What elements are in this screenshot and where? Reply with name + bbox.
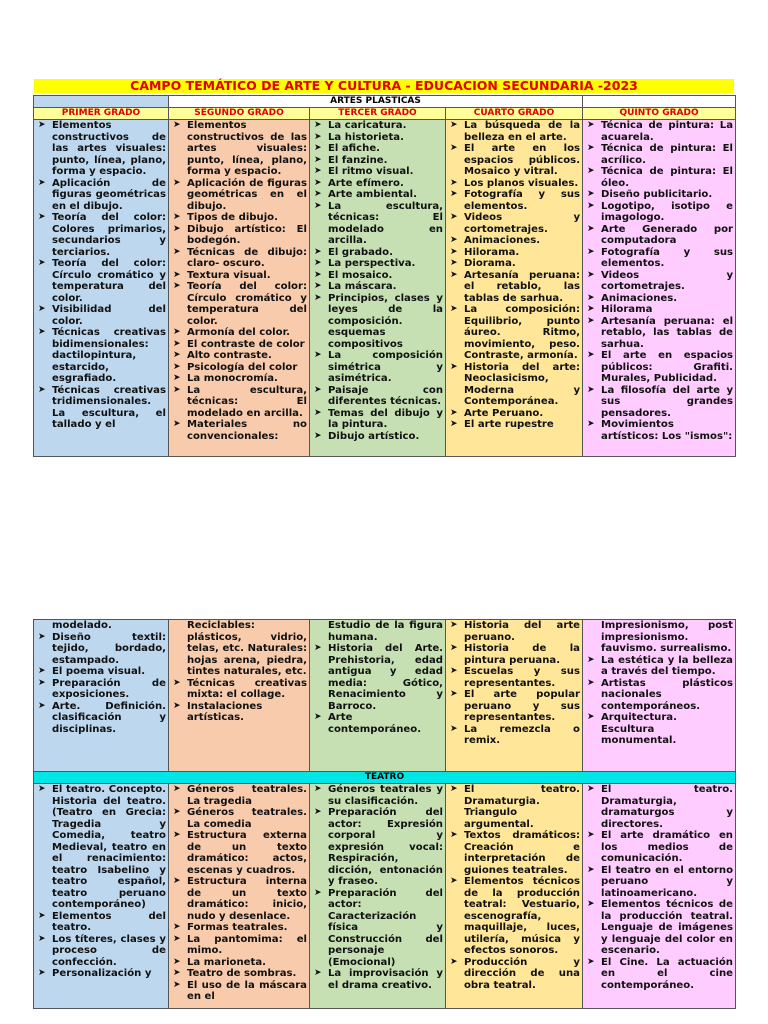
list-item: ➤ Animaciones. xyxy=(450,235,580,247)
list-item: ➤ El afiche. xyxy=(314,143,443,155)
teatro-col-3 xyxy=(310,784,446,1009)
list-item: ➤ Historia del arte peruano. xyxy=(450,620,580,643)
list-item: ➤ Arte contemporáneo. xyxy=(314,712,443,735)
artes-cont-col-3 xyxy=(310,620,446,772)
list-item: ➤ Personalización y xyxy=(38,968,166,980)
list-item: ➤ Diorama. xyxy=(450,258,580,270)
list-item: ➤ Diseño textil: tejido, bordado, estampado. xyxy=(38,632,166,667)
list-item: ➤ Tipos de dibujo. xyxy=(173,212,307,224)
grade-header-4: CUARTO GRADO xyxy=(446,108,583,120)
list-item: ➤ Arte Generado por computadora xyxy=(587,224,733,247)
list-item: ➤ Arte Peruano. xyxy=(450,408,580,420)
grade-header-1: PRIMER GRADO xyxy=(34,108,169,120)
list-item: ➤ Técnicas creativas mixta: el collage. xyxy=(173,678,307,701)
list-item: ➤ El contraste de color xyxy=(173,339,307,351)
list-item: ➤ El arte dramático en los medios de comunicación. xyxy=(587,830,733,865)
artes-col-3 xyxy=(310,120,446,457)
list-item: ➤ La búsqueda de la belleza en el arte. xyxy=(450,120,580,143)
teatro-col-2 xyxy=(169,784,310,1009)
list-item: Reciclables: plásticos, vidrio, telas, etc. Naturales: hojas arena, piedra, tintes naturales, etc. xyxy=(187,620,307,677)
list-item: ➤ El poema visual. xyxy=(38,666,166,678)
list-item: ➤ Materiales no convencionales: xyxy=(173,419,307,442)
list-item: ➤ Elementos técnicos de la producción teatral: Vestuario, escenografía, maquillaje, luces, utilería, música y efectos sonoros. xyxy=(450,876,580,957)
list-item: ➤ La remezcla o remix. xyxy=(450,724,580,747)
list-item: ➤ Elementos constructivos de las artes visuales: punto, línea, plano, forma y espacio. xyxy=(38,120,166,178)
list-item: ➤ Géneros teatrales y su clasificación. xyxy=(314,784,443,807)
list-item: ➤ La historieta. xyxy=(314,132,443,144)
list-item: ➤ Técnicas creativas tridimensionales. La escultura, el tallado y el xyxy=(38,385,166,431)
list-item: ➤ Los planos visuales. xyxy=(450,178,580,190)
list-item: ➤ La perspectiva. xyxy=(314,258,443,270)
list-item: ➤ Dibujo artístico. xyxy=(314,431,443,443)
list-item: ➤ Visibilidad del color. xyxy=(38,304,166,327)
list-item: ➤ Teoría del color: Círculo cromático y temperatura del color. xyxy=(38,258,166,304)
list-item: modelado. xyxy=(52,620,112,631)
list-item: ➤ Escuelas y sus representantes. xyxy=(450,666,580,689)
artes-cont-col-5 xyxy=(583,620,736,772)
list-item: ➤ El fanzine. xyxy=(314,155,443,167)
list-item: ➤ Géneros teatrales. La comedia xyxy=(173,807,307,830)
list-item: ➤ Armonía del color. xyxy=(173,327,307,339)
list-item: ➤ Fotografía y sus elementos. xyxy=(587,247,733,270)
list-item: ➤ Alto contraste. xyxy=(173,350,307,362)
list-item: ➤ Logotipo, isotipo e imagologo. xyxy=(587,201,733,224)
grade-header-5: QUINTO GRADO xyxy=(583,108,736,120)
list-item: ➤ Teatro de sombras. xyxy=(173,968,307,980)
list-item: ➤ Hilorama xyxy=(587,304,733,316)
list-item: ➤ Psicología del color xyxy=(173,362,307,374)
list-item: ➤ Aplicación de figuras geométricas en el dibujo. xyxy=(38,178,166,213)
list-item: ➤ Temas del dibujo y la pintura. xyxy=(314,408,443,431)
list-item: ➤ El mosaico. xyxy=(314,270,443,282)
list-item: ➤ Principios, clases y leyes de la composición. esquemas compositivos xyxy=(314,293,443,351)
list-item: ➤ Los títeres, clases y proceso de confección. xyxy=(38,934,166,969)
list-item: ➤ Movimientos artísticos: Los "ismos": xyxy=(587,419,733,442)
artes-cont-col-2 xyxy=(169,620,310,772)
list-item: ➤ Aplicación de figuras geométricas en el dibujo. xyxy=(173,178,307,213)
list-item: ➤ Preparación de exposiciones. xyxy=(38,678,166,701)
list-item: ➤ Videos y cortometrajes. xyxy=(450,212,580,235)
list-item: ➤ La filosofía del arte y sus grandes pensadores. xyxy=(587,385,733,420)
list-item: ➤ La composición simétrica y asimétrica. xyxy=(314,350,443,385)
list-item: ➤ Arte efímero. xyxy=(314,178,443,190)
artes-col-4 xyxy=(446,120,583,457)
list-item: ➤ Géneros teatrales. La tragedia xyxy=(173,784,307,807)
list-item: ➤ Técnicas de dibujo: claro- oscuro. xyxy=(173,247,307,270)
list-item: ➤ Técnica de pintura: El acrílico. xyxy=(587,143,733,166)
list-item: ➤ El ritmo visual. xyxy=(314,166,443,178)
teatro-col-1 xyxy=(34,784,169,1009)
list-item: ➤ Animaciones. xyxy=(587,293,733,305)
section-teatro: TEATRO xyxy=(34,772,736,784)
list-item: ➤ El teatro. Dramaturgia. Triangulo argumental. xyxy=(450,784,580,830)
list-item: ➤ Técnica de pintura: La acuarela. xyxy=(587,120,733,143)
list-item: ➤ El teatro. Dramaturgia, dramaturgos y directores. xyxy=(587,784,733,830)
artes-col-5 xyxy=(583,120,736,457)
list-item: Impresionismo, post impresionismo. fauvismo. surrealismo. xyxy=(601,620,733,654)
artes-cont-col-4 xyxy=(446,620,583,772)
list-item: ➤ Hilorama. xyxy=(450,247,580,259)
list-item: ➤ Arte ambiental. xyxy=(314,189,443,201)
list-item: ➤ El Cine. La actuación en el cine contemporáneo. xyxy=(587,957,733,992)
list-item: ➤ Preparación del actor: Expresión corporal y expresión vocal: Respiración, dicción, entonación y fraseo. xyxy=(314,807,443,888)
list-item: ➤ Técnicas creativas bidimensionales: dactilopintura, estarcido, esgrafiado. xyxy=(38,327,166,385)
grade-header-2: SEGUNDO GRADO xyxy=(169,108,310,120)
list-item: ➤ Textos dramáticos: Creación e interpretación de guiones teatrales. xyxy=(450,830,580,876)
list-item: ➤ La escultura, técnicas: El modelado en arcilla. xyxy=(173,385,307,420)
list-item: ➤ Videos y cortometrajes. xyxy=(587,270,733,293)
list-item: ➤ La estética y la belleza a través del tiempo. xyxy=(587,655,733,678)
list-item: Estudio de la figura humana. xyxy=(328,620,443,643)
list-item: ➤ Dibujo artístico: El bodegón. xyxy=(173,224,307,247)
list-item: ➤ Formas teatrales. xyxy=(173,922,307,934)
list-item: ➤ Historia del arte: Neoclasicismo, Moderna y Contemporánea. xyxy=(450,362,580,408)
list-item: ➤ El arte rupestre xyxy=(450,419,580,431)
list-item: ➤ La monocromía. xyxy=(173,373,307,385)
list-item: ➤ Historia de la pintura peruana. xyxy=(450,643,580,666)
list-item: ➤ Técnica de pintura: El óleo. xyxy=(587,166,733,189)
blank-cell xyxy=(34,96,169,108)
list-item: ➤ Preparación del actor: Caracterización física y Construcción del personaje (Emocional) xyxy=(314,888,443,969)
list-item: ➤ El arte popular peruano y sus representantes. xyxy=(450,689,580,724)
list-item: ➤ El teatro en el entorno peruano y latinoamericano. xyxy=(587,865,733,900)
artes-table-top xyxy=(33,95,736,457)
list-item: ➤ La marioneta. xyxy=(173,957,307,969)
list-item: ➤ Artistas plásticos nacionales contemporáneos. xyxy=(587,678,733,713)
list-item: ➤ Elementos del teatro. xyxy=(38,911,166,934)
list-item: ➤ La máscara. xyxy=(314,281,443,293)
list-item: ➤ Estructura interna de un texto dramático: inicio, nudo y desenlace. xyxy=(173,876,307,922)
list-item: ➤ El arte en espacios públicos: Grafiti. Murales, Publicidad. xyxy=(587,350,733,385)
list-item: ➤ Diseño publicitario. xyxy=(587,189,733,201)
list-item: ➤ Teoría del color: Colores primarios, secundarios y terciarios. xyxy=(38,212,166,258)
list-item: ➤ El uso de la máscara en el xyxy=(173,980,307,1003)
artes-col-2 xyxy=(169,120,310,457)
list-item: ➤ Fotografía y sus elementos. xyxy=(450,189,580,212)
list-item: ➤ Arte. Definición. clasificación y disciplinas. xyxy=(38,701,166,736)
list-item: ➤ Paisaje con diferentes técnicas. xyxy=(314,385,443,408)
list-item: ➤ Instalaciones artísticas. xyxy=(173,701,307,724)
list-item: ➤ Estructura externa de un texto dramático: actos, escenas y cuadros. xyxy=(173,830,307,876)
list-item: ➤ La composición: Equilibrio, punto áureo. Ritmo, movimiento, peso. Contraste, armonía. xyxy=(450,304,580,362)
list-item: ➤ Elementos constructivos de las artes visuales: punto, línea, plano, forma y espacio. xyxy=(173,120,307,178)
list-item: ➤ Elementos técnicos de la producción teatral. Lenguaje de imágenes y lenguaje del color en escenario. xyxy=(587,899,733,957)
list-item: ➤ La caricatura. xyxy=(314,120,443,132)
list-item: ➤ Artesanía peruana: el retablo, las tablas de sarhua. xyxy=(450,270,580,305)
list-item: ➤ Artesanía peruana: el retablo, las tablas de sarhua. xyxy=(587,316,733,351)
list-item: ➤ El arte en los espacios públicos. Mosaico y vitral. xyxy=(450,143,580,178)
list-item: ➤ Textura visual. xyxy=(173,270,307,282)
list-item: ➤ La pantomima: el mimo. xyxy=(173,934,307,957)
list-item: ➤ Teoría del color: Círculo cromático y temperatura del color. xyxy=(173,281,307,327)
artes-table-bottom xyxy=(33,619,736,1009)
section-artes-plasticas: ARTES PLASTICAS xyxy=(169,96,583,108)
list-item: ➤ El grabado. xyxy=(314,247,443,259)
teatro-col-5 xyxy=(583,784,736,1009)
grade-header-3: TERCER GRADO xyxy=(310,108,446,120)
blank-cell xyxy=(583,96,736,108)
artes-col-1 xyxy=(34,120,169,457)
list-item: ➤ Historia del Arte. Prehistoria, edad antigua y edad media: Gótico, Renacimiento y Barroco. xyxy=(314,643,443,712)
list-item: ➤ La escultura, técnicas: El modelado en arcilla. xyxy=(314,201,443,247)
list-item: ➤ La improvisación y el drama creativo. xyxy=(314,968,443,991)
list-item: ➤ Producción y dirección de una obra teatral. xyxy=(450,957,580,992)
list-item: ➤ Arquitectura. Escultura monumental. xyxy=(587,712,733,747)
artes-cont-col-1 xyxy=(34,620,169,772)
teatro-col-4 xyxy=(446,784,583,1009)
page-title: CAMPO TEMÁTICO DE ARTE Y CULTURA - EDUCACION SECUNDARIA -2023 xyxy=(34,79,734,93)
list-item: ➤ El teatro. Concepto. Historia del teatro. (Teatro en Grecia: Tragedia y Comedia, teatro Medieval, teatro en el renacimiento: teatro Isabelino y teatro español, teatro peruano contemporáneo) xyxy=(38,784,166,911)
